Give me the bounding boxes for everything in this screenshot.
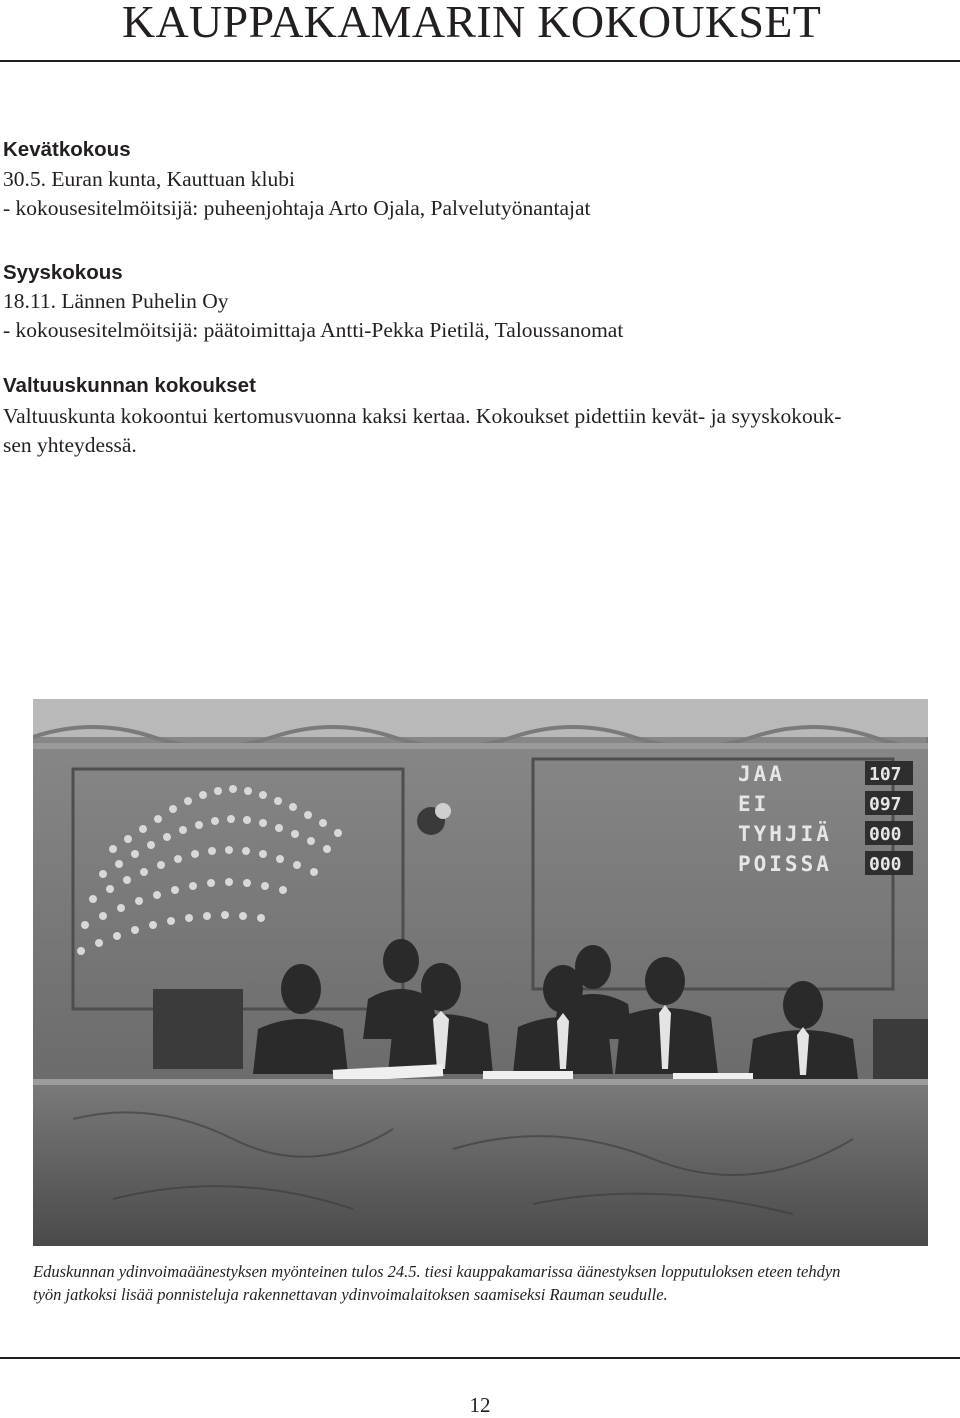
section-line: 18.11. Lännen Puhelin Oy — [3, 289, 229, 313]
board-word-ei: EI — [738, 792, 770, 816]
photo-caption-line: työn jatkoksi lisää ponnisteluja rakennettavan ydinvoimalaitoksen saamiseksi Rauman seudulle. — [33, 1285, 668, 1304]
photo-caption-line: Eduskunnan ydinvoimaäänestyksen myönteinen tulos 24.5. tiesi kauppakamarissa äänestyksen lopputuloksen eteen tehdyn — [33, 1262, 841, 1281]
board-word-tyhjia: TYHJIÄ — [738, 822, 832, 846]
page-number: 12 — [469, 1393, 491, 1417]
parliament-photo — [33, 699, 928, 1246]
section-heading-syyskokous: Syyskokous — [3, 261, 123, 284]
board-number: 097 — [869, 794, 902, 815]
section-heading-kevatkokous: Kevätkokous — [3, 138, 131, 161]
board-word-jaa: JAA — [738, 762, 785, 786]
board-number: 107 — [869, 764, 902, 785]
page-title: KAUPPAKAMARIN KOKOUKSET — [122, 0, 822, 47]
section-line: - kokousesitelmöitsijä: päätoimittaja Antti-Pekka Pietilä, Taloussanomat — [3, 318, 624, 342]
section-line: Valtuuskunta kokoontui kertomusvuonna kaksi kertaa. Kokoukset pidettiin kevät- ja syyskokouk- — [3, 404, 842, 428]
header-rule — [0, 60, 960, 62]
footer-rule — [0, 1357, 960, 1359]
section-line: 30.5. Euran kunta, Kauttuan klubi — [3, 167, 295, 191]
board-word-poissa: POISSA — [738, 852, 832, 876]
section-line: sen yhteydessä. — [3, 433, 137, 457]
section-line: - kokousesitelmöitsijä: puheenjohtaja Arto Ojala, Palvelutyönantajat — [3, 196, 591, 220]
photo-desk — [33, 1081, 928, 1246]
board-number: 000 — [869, 854, 902, 875]
board-number: 000 — [869, 824, 902, 845]
photo-cornice — [33, 699, 928, 737]
photo-chair — [153, 989, 243, 1069]
section-heading-valtuuskunnan-kokoukset: Valtuuskunnan kokoukset — [3, 374, 256, 397]
